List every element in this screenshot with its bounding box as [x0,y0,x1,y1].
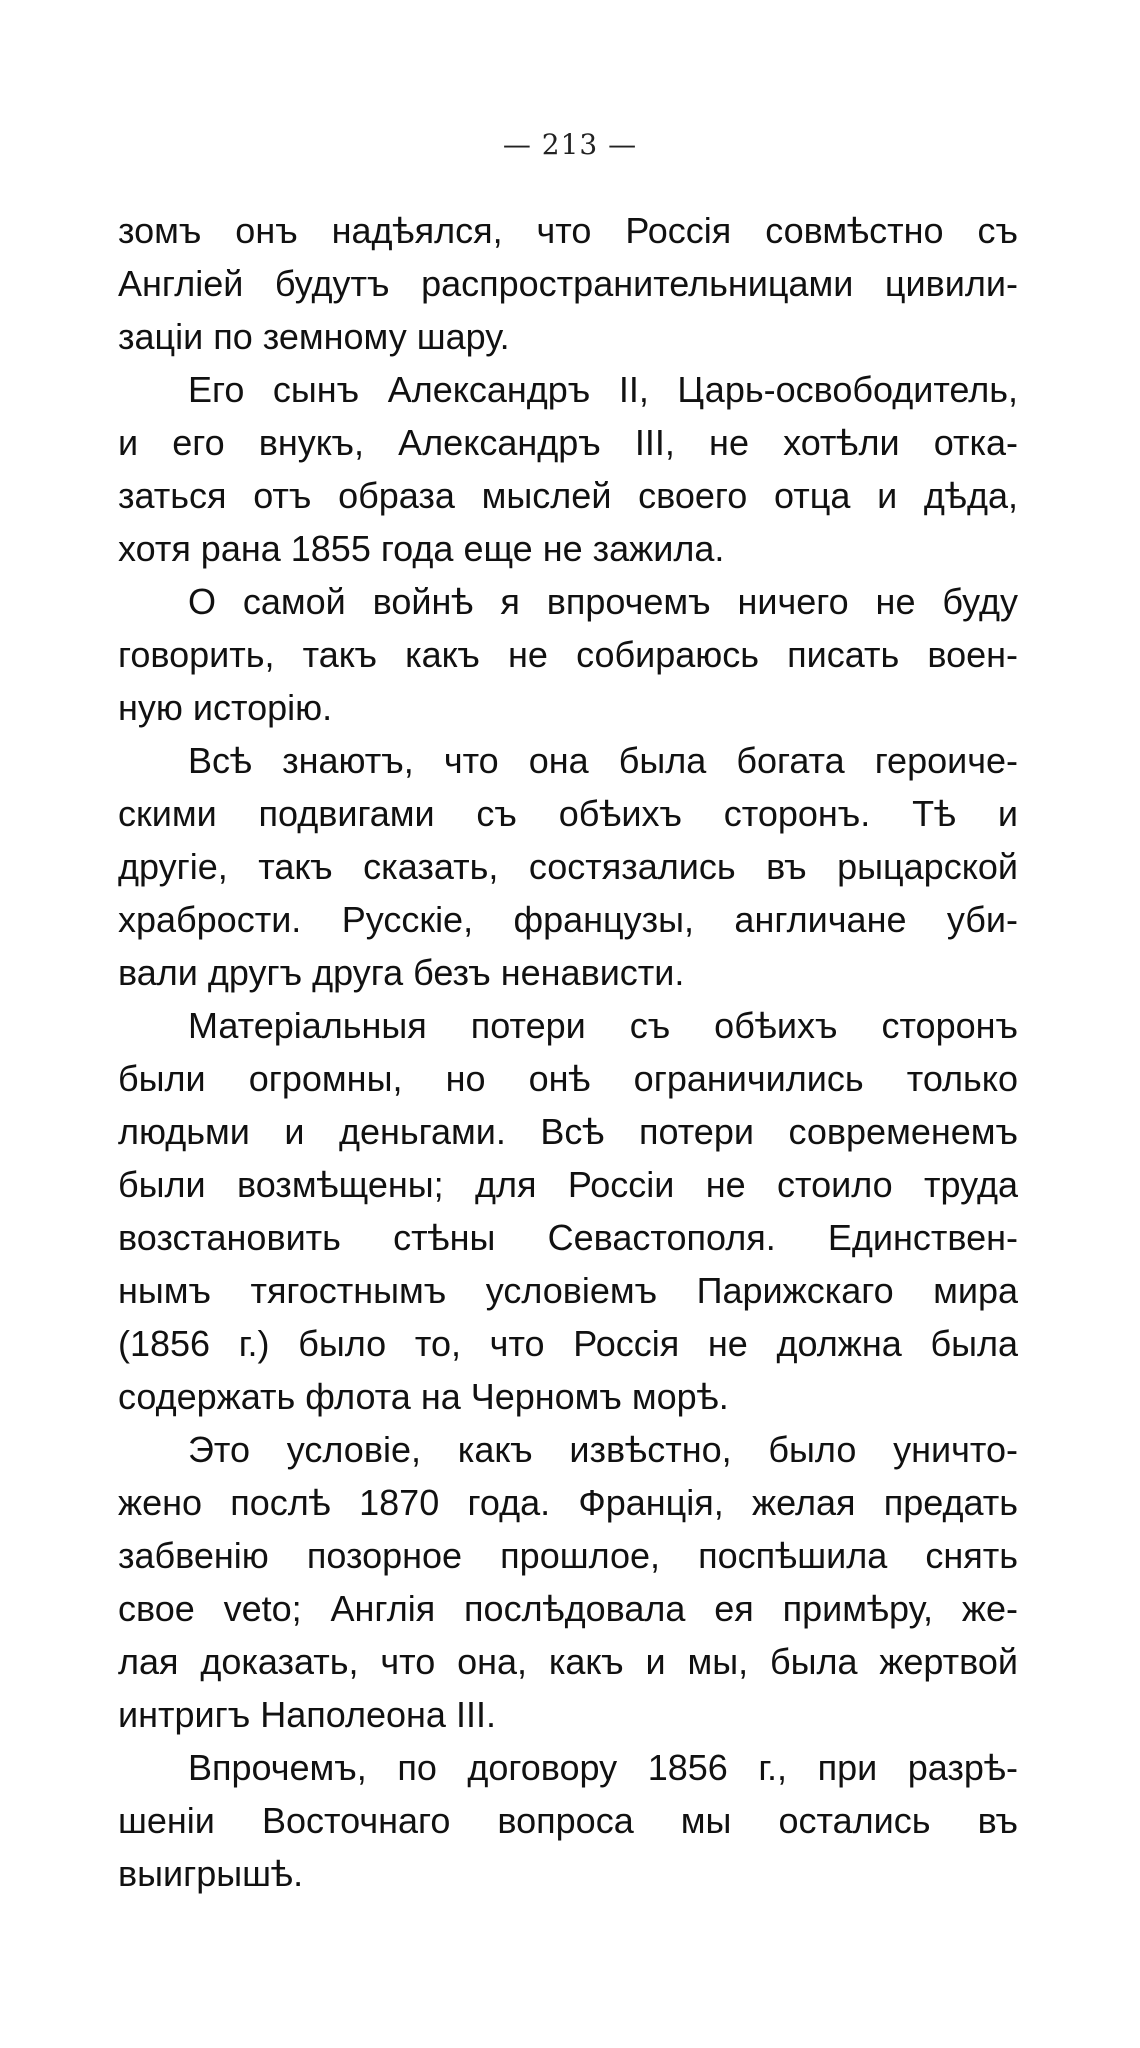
text-line: Англіей будутъ распространительницами цивили- [118,263,1018,304]
text-line: Впрочемъ, по договору 1856 г., при разрѣ- [188,1747,1018,1788]
text-line: жено послѣ 1870 года. Франція, желая предать [118,1482,1018,1523]
text-line: содержать флота на Черномъ морѣ. [118,1376,729,1417]
text-line: скими подвигами съ обѣихъ сторонъ. Тѣ и [118,793,1018,834]
text-line: Матеріальныя потери съ обѣихъ сторонъ [188,1005,1018,1046]
text-line: Его сынъ Александръ II, Царь-освободитель, [188,369,1018,410]
paragraph [118,204,1018,363]
paragraph [118,575,1018,734]
text-line: заться отъ образа мыслей своего отца и дѣда, [118,475,1018,516]
text-line: возстановить стѣны Севастополя. Единствен- [118,1217,1018,1258]
text-line: лая доказать, что она, какъ и мы, была жертвой [118,1641,1018,1682]
text-line: шеніи Восточнаго вопроса мы остались въ [118,1800,1018,1841]
text-line: другіе, такъ сказать, состязались въ рыцарской [118,846,1018,887]
text-line: вали другъ друга безъ ненависти. [118,952,685,993]
paragraph [118,999,1018,1423]
text-line: интригъ Наполеона III. [118,1694,496,1735]
text-line: свое veto; Англія послѣдовала ея примѣру, же- [118,1588,1018,1629]
body-text [118,204,1018,1900]
text-line: (1856 г.) было то, что Россія не должна была [118,1323,1018,1364]
page-number: — 213 — [502,128,638,161]
paragraph [118,363,1018,575]
paragraph [118,1423,1018,1741]
text-line: были огромны, но онѣ ограничились только [118,1058,1018,1099]
text-line: говорить, такъ какъ не собираюсь писать воен- [118,634,1018,675]
text-line: О самой войнѣ я впрочемъ ничего не буду [188,581,1018,622]
paragraph [118,734,1018,999]
paragraph [118,1741,1018,1900]
text-line: заціи по земному шару. [118,316,510,357]
text-line: людьми и деньгами. Всѣ потери современемъ [118,1111,1018,1152]
text-line: были возмѣщены; для Россіи не стоило труда [118,1164,1018,1205]
text-line: нымъ тягостнымъ условіемъ Парижскаго мира [118,1270,1018,1311]
text-line: храбрости. Русскіе, французы, англичане уби- [118,899,1018,940]
text-line: хотя рана 1855 года еще не зажила. [118,528,725,569]
text-line: Всѣ знаютъ, что она была богата героиче- [188,740,1018,781]
text-line: ную исторію. [118,687,333,728]
text-line: Это условіе, какъ извѣстно, было уничто- [188,1429,1018,1470]
text-line: зомъ онъ надѣялся, что Россія совмѣстно съ [118,210,1018,251]
text-line: выигрышѣ. [118,1853,304,1894]
text-line: и его внукъ, Александръ III, не хотѣли отка- [118,422,1018,463]
text-line: забвенію позорное прошлое, поспѣшила снять [118,1535,1018,1576]
